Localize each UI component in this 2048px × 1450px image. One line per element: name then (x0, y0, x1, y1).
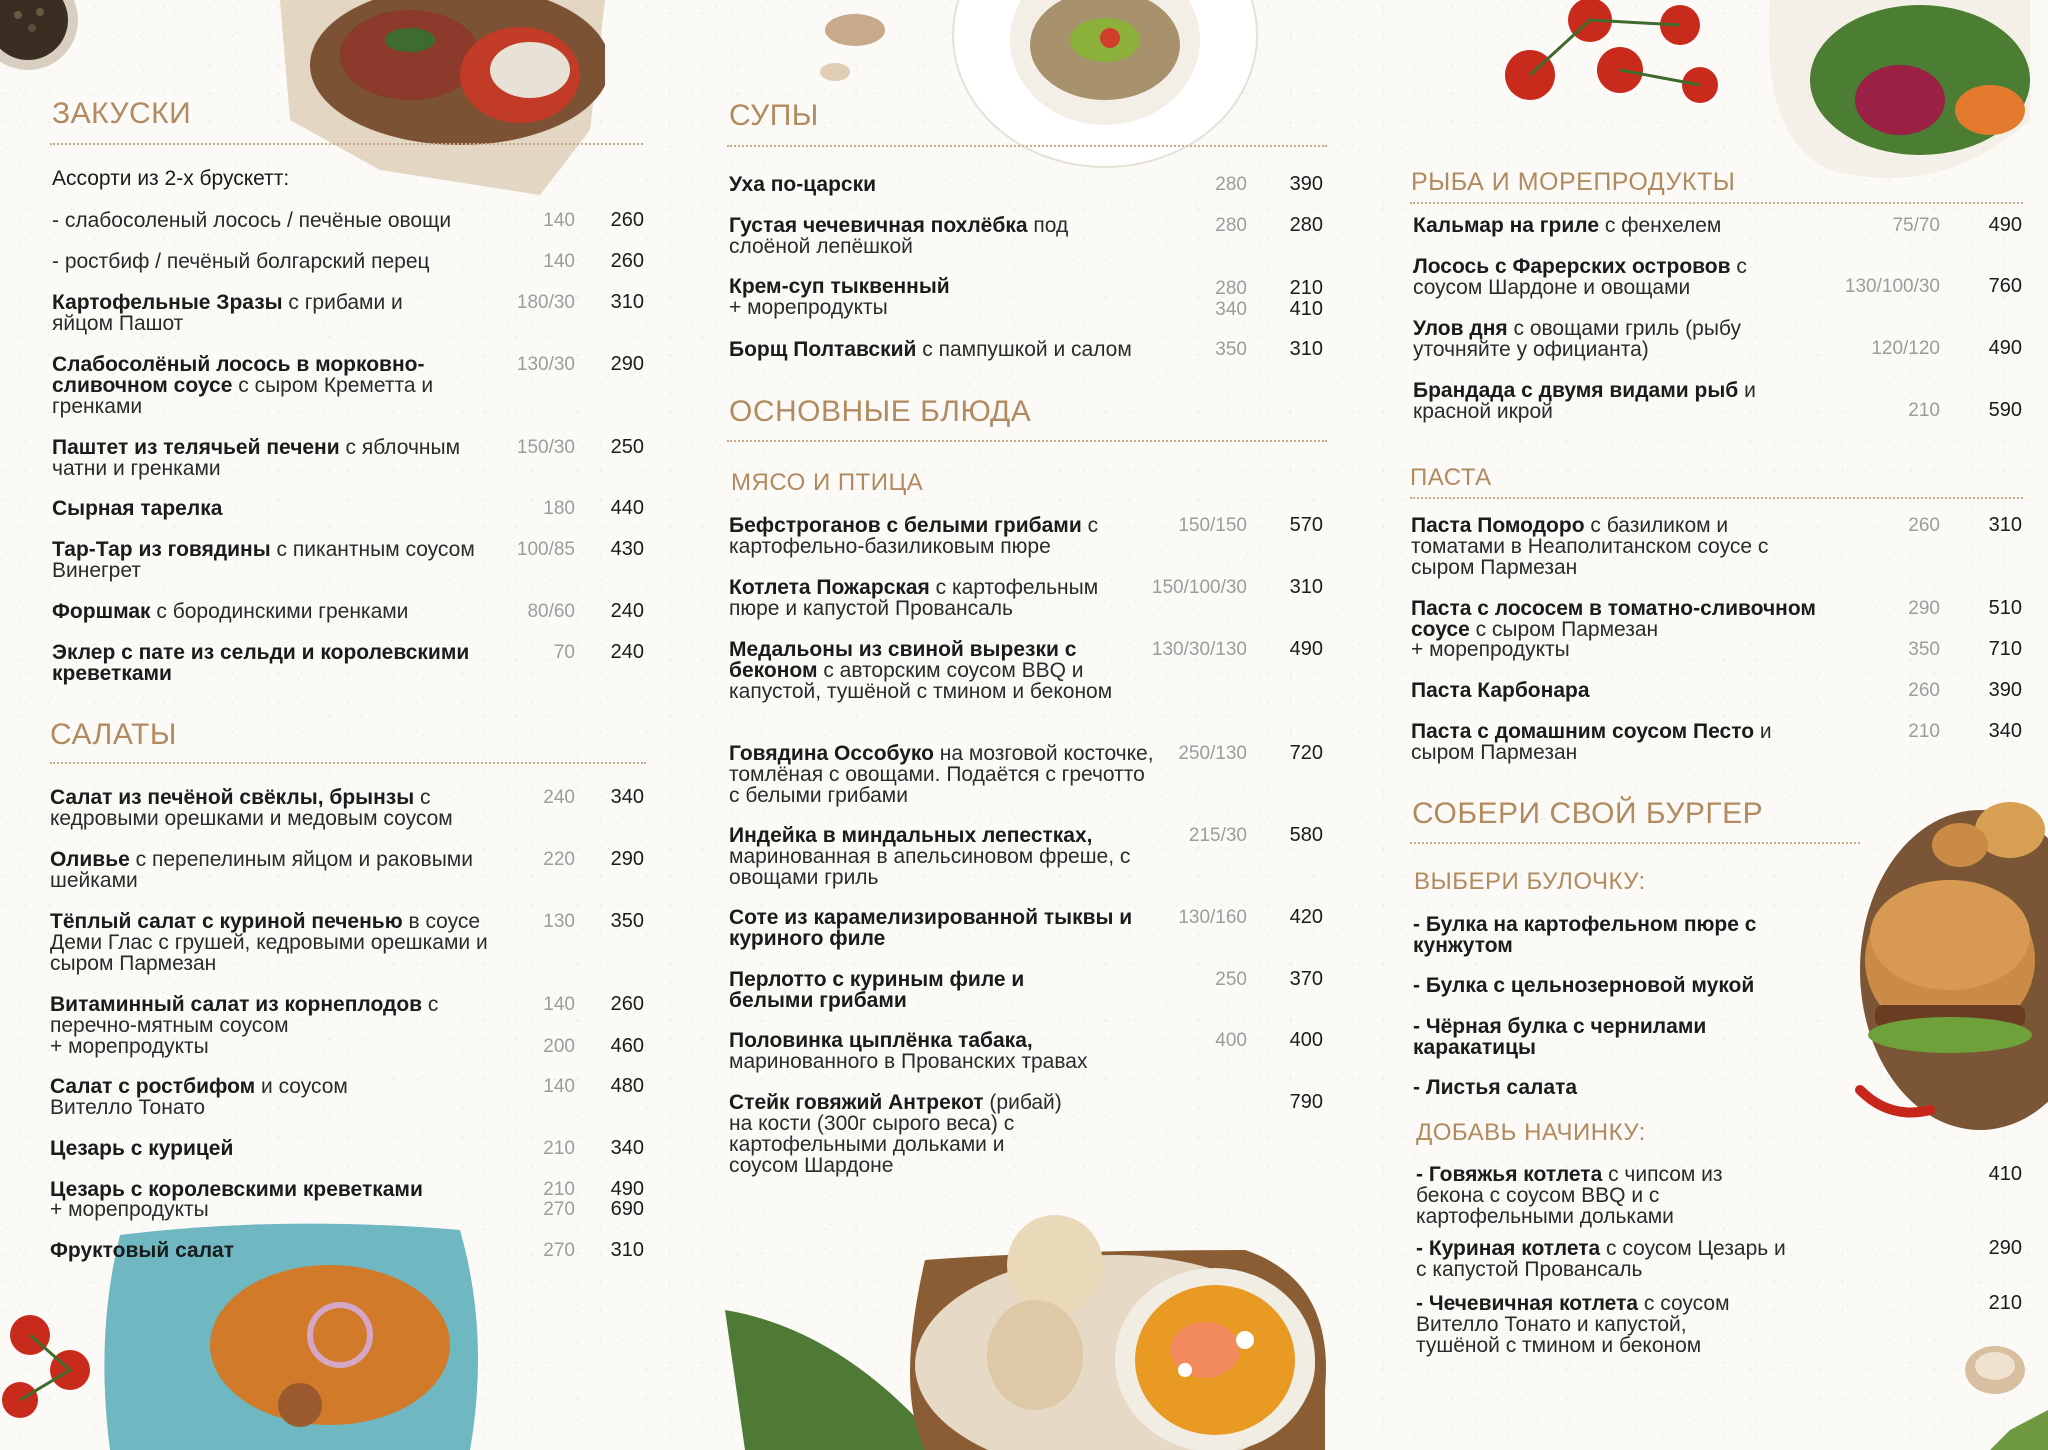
item-price: 710 (1988, 638, 2022, 660)
item-weight: 280 (1215, 215, 1247, 236)
menu-item: Ассорти из 2-х брускетт: (52, 167, 290, 190)
menu-item: Соте из карамелизированной тыквы и куриного филе (729, 906, 1133, 950)
menu-item: Сырная тарелка (52, 497, 223, 520)
item-price: 260 (610, 993, 644, 1015)
item-price: 760 (1988, 275, 2022, 297)
item-price: 310 (1988, 514, 2022, 536)
item-weight: 210 (1908, 400, 1940, 421)
item-weight: 260 (1908, 680, 1940, 701)
item-price: 340 (610, 786, 644, 808)
item-price: 430 (610, 538, 644, 560)
subsection-title-filling: ДОБАВЬ НАЧИНКУ: (1416, 1119, 1646, 1146)
filling-option: - Куриная котлета с соусом Цезарь и с капустой Провансаль (1416, 1237, 1786, 1281)
menu-item: Густая чечевичная похлёбка под слоёной лепёшкой (729, 214, 1069, 258)
teal-plate-image (0, 1195, 520, 1450)
section-rule (1410, 497, 2023, 499)
item-price: 210 (1289, 277, 1323, 299)
menu-item: Картофельные Зразы с грибами и яйцом Пашот (52, 291, 403, 335)
item-price: 580 (1289, 824, 1323, 846)
item-price: 390 (1289, 173, 1323, 195)
menu-item: Салат с ростбифом и соусом Вителло Тонато (50, 1075, 348, 1119)
item-price: 790 (1289, 1091, 1323, 1113)
item-weight: 270 (543, 1240, 575, 1261)
subsection-title-myaso: МЯСО И ПТИЦА (731, 469, 924, 496)
item-weight: 280 (1215, 174, 1247, 195)
menu-item: Тёплый салат с куриной печенью в соусе Деми Глас с грушей, кедровыми орешками и сыром Пармезан (50, 910, 488, 975)
item-price: 720 (1289, 742, 1323, 764)
section-title-pasta: ПАСТА (1410, 464, 1492, 491)
section-rule (727, 145, 1327, 147)
subsection-title-bun: ВЫБЕРИ БУЛОЧКУ: (1414, 868, 1646, 895)
item-weight: 215/30 (1188, 825, 1247, 846)
item-weight: 180 (543, 498, 575, 519)
bun-option: - Булка на картофельном пюре с кунжутом (1413, 913, 1757, 957)
item-weight: 100/85 (516, 539, 575, 560)
item-weight: 120/120 (1871, 338, 1940, 359)
item-price: 280 (1289, 214, 1323, 236)
salmon-soup-board-image (725, 1140, 1355, 1450)
burger-image (1840, 790, 2048, 1130)
item-price: 490 (1988, 214, 2022, 236)
menu-item: Паста Карбонара (1411, 679, 1590, 702)
item-price: 290 (1988, 1237, 2022, 1259)
menu-item: Паштет из телячьей печени с яблочным чатни и гренками (52, 436, 461, 480)
item-weight: 210 (543, 1179, 575, 1200)
menu-item: Оливье с перепелиным яйцом и раковыми шейками (50, 848, 473, 892)
menu-item: Тар-Тар из говядины с пикантным соусом Винегрет (52, 538, 475, 582)
section-title-osnovnye: ОСНОВНЫЕ БЛЮДА (729, 395, 1032, 428)
item-weight: 210 (1908, 721, 1940, 742)
item-weight: 140 (543, 251, 575, 272)
menu-item: Бефстроганов с белыми грибами с картофельно-базиликовым пюре (729, 514, 1099, 558)
item-weight: 400 (1215, 1030, 1247, 1051)
item-price: 480 (610, 1075, 644, 1097)
item-weight: 130/30 (516, 354, 575, 375)
section-title-ryba: РЫБА И МОРЕПРОДУКТЫ (1411, 168, 1736, 196)
item-weight: 260 (1908, 515, 1940, 536)
item-price: 460 (610, 1035, 644, 1057)
menu-item: Крем-суп тыквенный (729, 275, 950, 298)
bun-option: - Листья салата (1413, 1076, 1578, 1099)
menu-item: Лосось с Фарерских островов с соусом Шардоне и овощами (1413, 255, 1747, 299)
menu-item-extra: + морепродукты (50, 1198, 209, 1221)
item-price: 420 (1289, 906, 1323, 928)
menu-item: Уха по-царски (729, 173, 877, 196)
item-price: 370 (1289, 968, 1323, 990)
section-title-salaty: САЛАТЫ (50, 718, 177, 751)
item-price: 570 (1289, 514, 1323, 536)
item-weight: 130/100/30 (1844, 276, 1940, 297)
item-weight: 270 (543, 1199, 575, 1220)
item-price: 410 (1289, 298, 1323, 320)
item-weight: 350 (1908, 639, 1940, 660)
item-price: 490 (1988, 337, 2022, 359)
item-price: 310 (1289, 338, 1323, 360)
menu-item: Форшмак с бородинскими гренками (52, 600, 409, 623)
item-price: 260 (610, 209, 644, 231)
filling-option: - Чечевичная котлета с соусом Вителло Тонато и капустой, тушёной с тмином и беконом (1416, 1292, 1730, 1357)
item-price: 440 (610, 497, 644, 519)
pepper-bowl-image (0, 0, 90, 70)
menu-item: - ростбиф / печёный болгарский перец (52, 250, 430, 273)
item-weight: 140 (543, 1076, 575, 1097)
menu-item: Индейка в миндальных лепестках, маринованная в апельсиновом фреше, с овощами гриль (729, 824, 1131, 889)
item-weight: 150/100/30 (1151, 577, 1247, 598)
item-weight: 180/30 (516, 292, 575, 313)
section-title-zakuski: ЗАКУСКИ (52, 97, 192, 130)
menu-item: Улов дня с овощами гриль (рыбу уточняйте у официанта) (1413, 317, 1741, 361)
mushroom-image-small (1950, 1330, 2048, 1450)
item-weight: 200 (543, 1036, 575, 1057)
menu-item: Цезарь с курицей (50, 1137, 234, 1160)
item-weight: 290 (1908, 598, 1940, 619)
item-price: 590 (1988, 399, 2022, 421)
item-price: 510 (1988, 597, 2022, 619)
section-title-supy: СУПЫ (729, 99, 819, 132)
item-weight: 70 (553, 642, 575, 663)
menu-item: Стейк говяжий Антрекот (рибай) на кости (300г сырого веса) с картофельными дольками и соусом Шардоне (729, 1091, 1062, 1177)
mushroom-image (805, 10, 895, 90)
item-weight: 130/160 (1178, 907, 1247, 928)
item-price: 250 (610, 436, 644, 458)
filling-option: - Говяжья котлета с чипсом из бекона с соусом BBQ и с картофельными дольками (1416, 1163, 1723, 1228)
item-price: 310 (1289, 576, 1323, 598)
item-price: 240 (610, 641, 644, 663)
bun-option: - Чёрная булка с чернилами каракатицы (1413, 1015, 1707, 1059)
menu-item: - слабосоленый лосось / печёные овощи (52, 209, 452, 232)
bruschetta-board-image (260, 0, 605, 195)
menu-item: Медальоны из свиной вырезки с беконом с авторским соусом BBQ и капустой, тушёной с тмином и беконом (729, 638, 1113, 703)
menu-item: Слабосолёный лосось в морковно-сливочном соусе с сыром Креметта и гренками (52, 353, 434, 418)
item-price: 400 (1289, 1029, 1323, 1051)
menu-item: Фруктовый салат (50, 1239, 235, 1262)
menu-item: Цезарь с королевскими креветками (50, 1178, 423, 1201)
item-weight: 210 (543, 1138, 575, 1159)
item-price: 240 (610, 600, 644, 622)
item-price: 310 (610, 291, 644, 313)
item-price: 690 (610, 1198, 644, 1220)
item-price: 260 (610, 250, 644, 272)
menu-item: Половинка цыплёнка табака, маринованного в Прованских травах (729, 1029, 1088, 1073)
item-price: 210 (1988, 1292, 2022, 1314)
bun-option: - Булка с цельнозерновой мукой (1413, 974, 1755, 997)
section-rule (50, 762, 646, 764)
item-price: 350 (610, 910, 644, 932)
section-rule (1410, 202, 2023, 204)
item-weight: 250/130 (1178, 743, 1247, 764)
menu-item: Борщ Полтавский с пампушкой и салом (729, 338, 1132, 361)
menu-item: Паста с домашним соусом Песто и сыром Пармезан (1411, 720, 1772, 764)
item-weight: 340 (1215, 299, 1247, 320)
item-weight: 130 (543, 911, 575, 932)
item-weight: 350 (1215, 339, 1247, 360)
menu-item: Салат из печёной свёклы, брынзы с кедровыми орешками и медовым соусом (50, 786, 453, 830)
menu-item: Паста с лососем в томатно-сливочном соусе с сыром Пармезан (1411, 597, 1816, 641)
item-price: 290 (610, 353, 644, 375)
menu-item-extra: + морепродукты (729, 296, 888, 319)
menu-item: Витаминный салат из корнеплодов с перечно-мятным соусом (50, 993, 439, 1037)
section-rule (50, 143, 643, 145)
section-title-burger: СОБЕРИ СВОЙ БУРГЕР (1412, 797, 1764, 830)
item-weight: 140 (543, 994, 575, 1015)
item-weight: 75/70 (1892, 215, 1940, 236)
item-price: 340 (610, 1137, 644, 1159)
item-price: 290 (610, 848, 644, 870)
menu-item-extra: + морепродукты (1411, 638, 1570, 661)
item-weight: 220 (543, 849, 575, 870)
section-rule (727, 440, 1327, 442)
item-weight: 150/150 (1178, 515, 1247, 536)
item-price: 410 (1988, 1163, 2022, 1185)
item-weight: 280 (1215, 278, 1247, 299)
menu-item: Брандада с двумя видами рыб и красной икрой (1413, 379, 1756, 423)
item-price: 490 (1289, 638, 1323, 660)
menu-item: Котлета Пожарская с картофельным пюре и капустой Провансаль (729, 576, 1099, 620)
item-weight: 250 (1215, 969, 1247, 990)
item-weight: 80/60 (527, 601, 575, 622)
menu-item: Эклер с пате из сельди и королевскими креветками (52, 641, 470, 685)
item-price: 310 (610, 1239, 644, 1261)
item-weight: 140 (543, 210, 575, 231)
section-rule (1410, 842, 1860, 844)
menu-item: Перлотто с куриным филе и белыми грибами (729, 968, 1025, 1012)
item-price: 390 (1988, 679, 2022, 701)
item-weight: 130/30/130 (1151, 639, 1247, 660)
menu-item: Говядина Оссобуко на мозговой косточке, томлёная с овощами. Подаётся с гречотто с белыми грибами (729, 742, 1154, 807)
menu-item-extra: + морепродукты (50, 1035, 209, 1058)
item-weight: 240 (543, 787, 575, 808)
menu-item: Паста Помодоро с базиликом и томатами в Неаполитанском соусе с сыром Пармезан (1411, 514, 1769, 579)
item-price: 340 (1988, 720, 2022, 742)
item-weight: 150/30 (516, 437, 575, 458)
item-price: 490 (610, 1178, 644, 1200)
menu-item: Кальмар на гриле с фенхелем (1413, 214, 1722, 237)
